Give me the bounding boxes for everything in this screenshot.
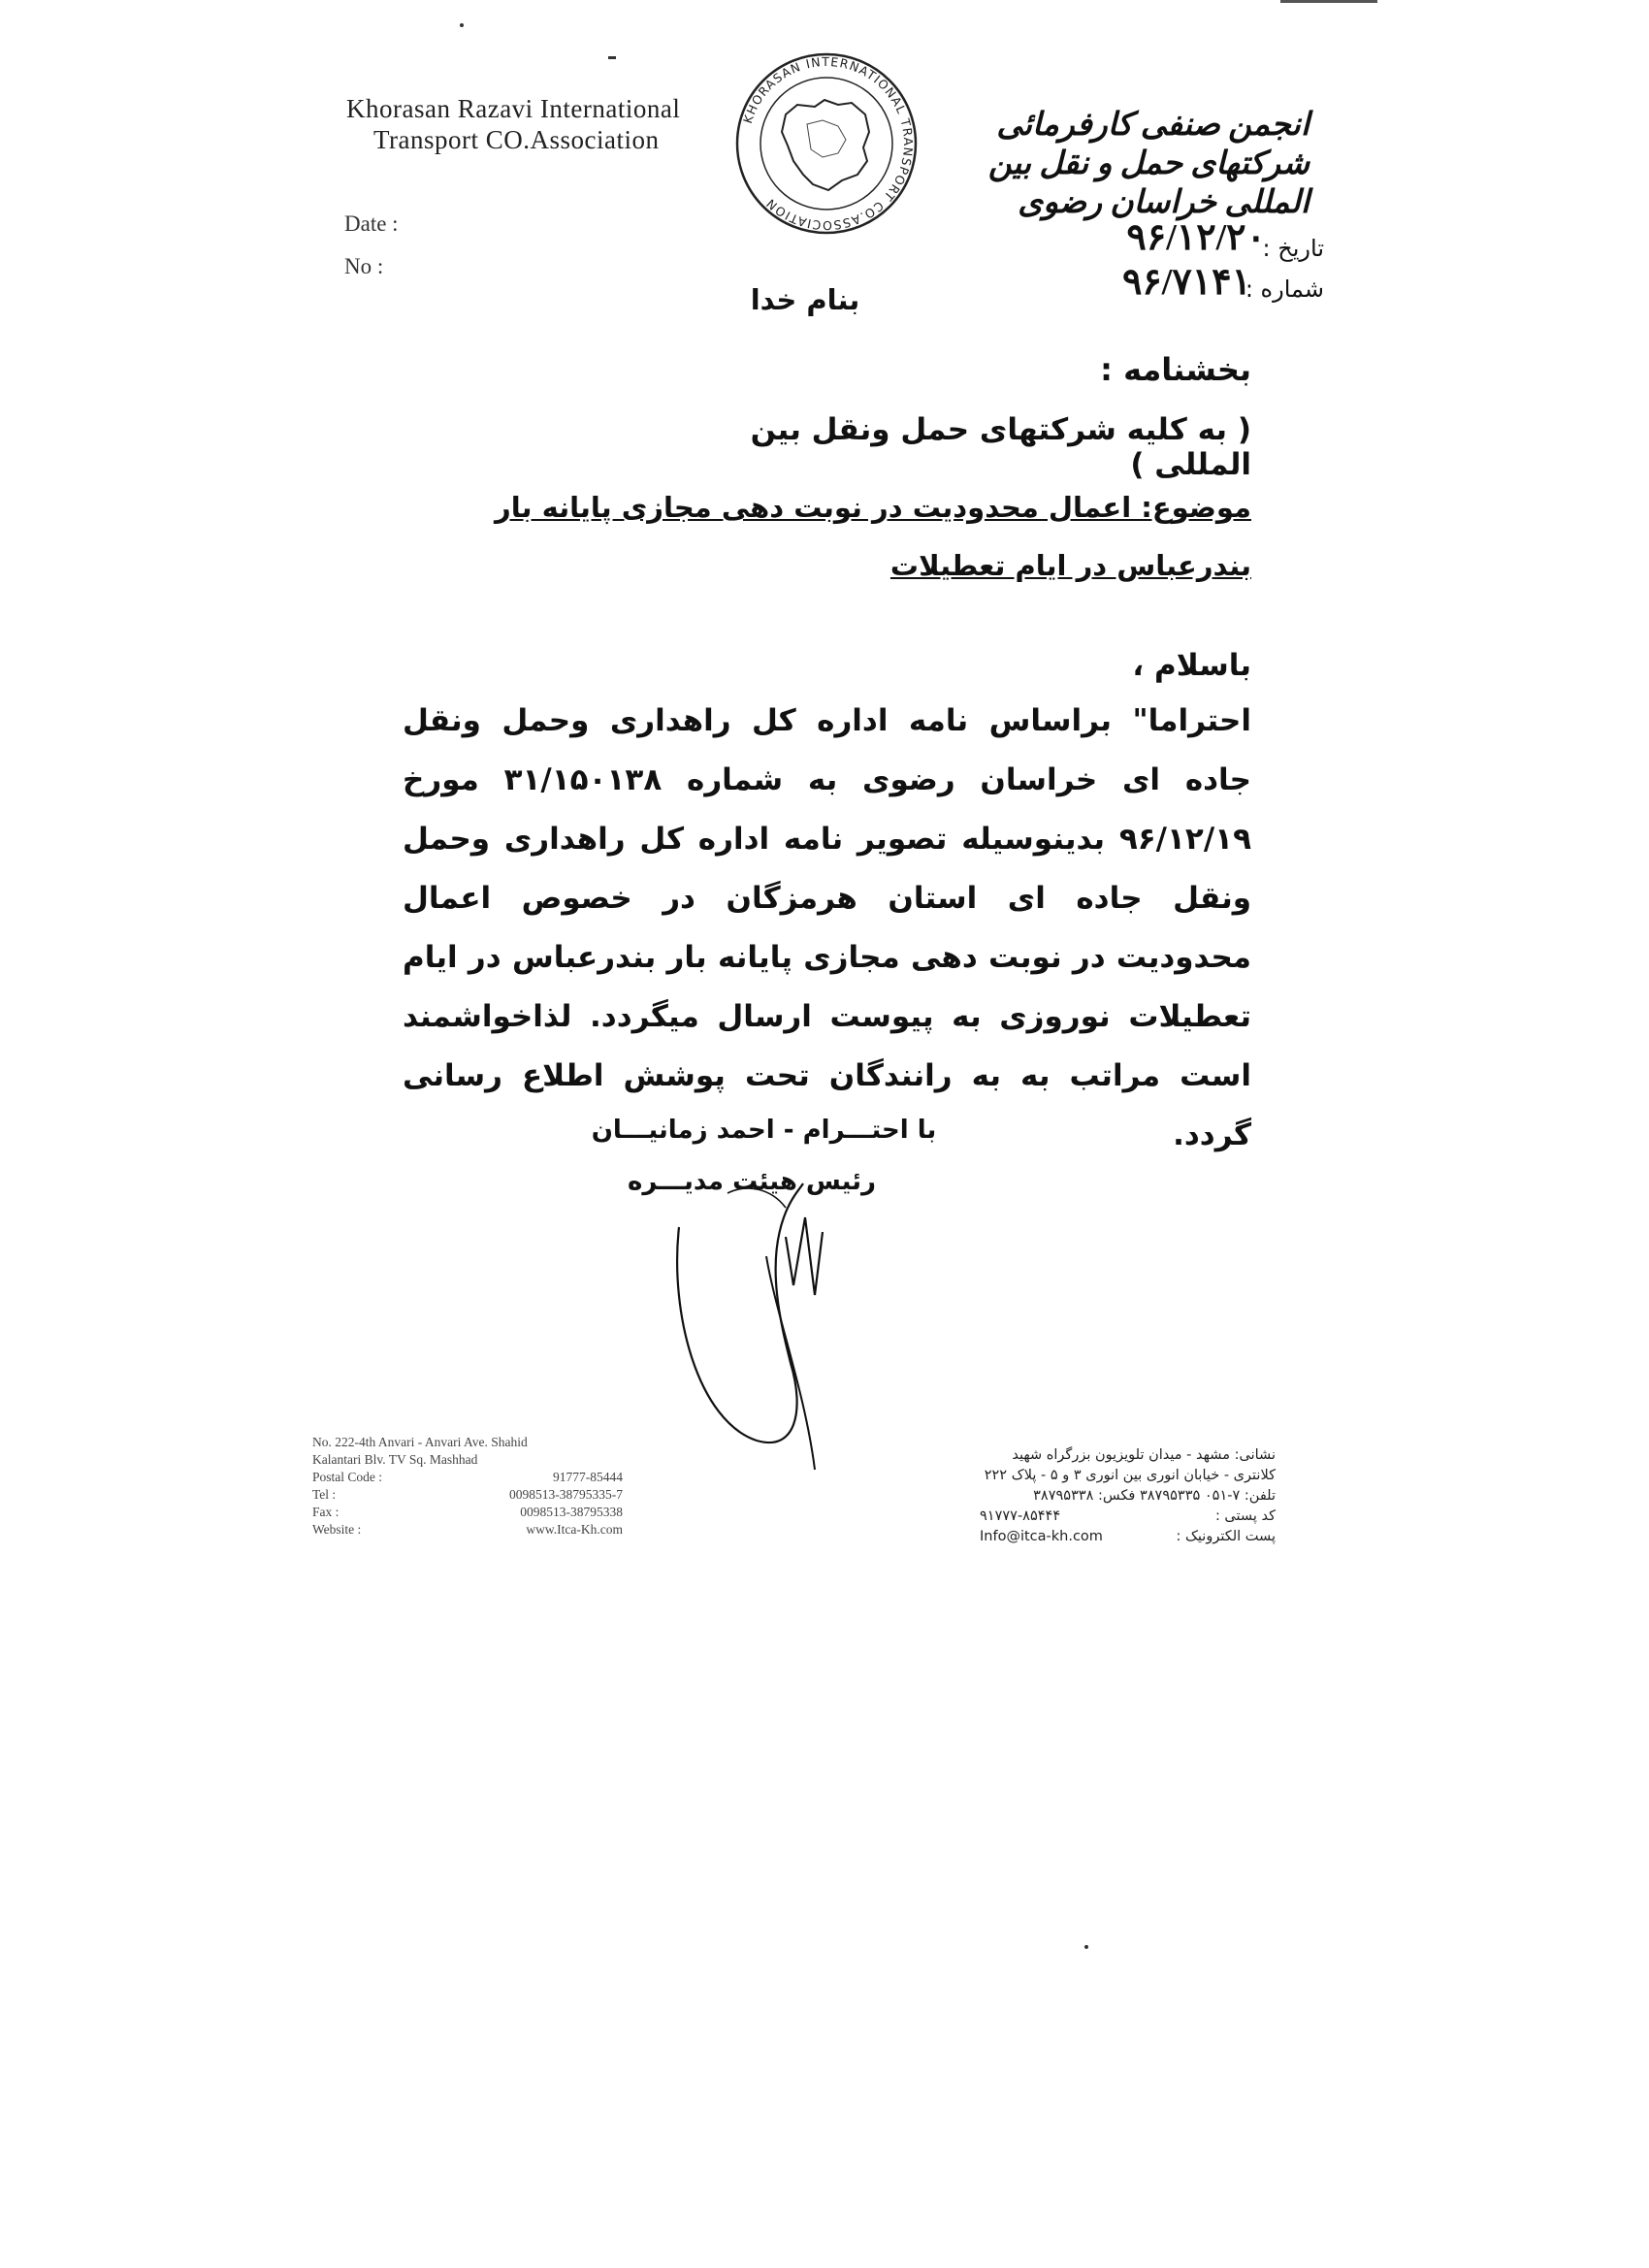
- subject-line: موضوع: اعمال محدودیت در نوبت دهی مجازی پایانه بار بندرعباس در ایام تعطیلات: [495, 491, 1251, 582]
- footer-tel-value: 0098513-38795335-7: [509, 1487, 623, 1502]
- scan-edge-mark: [1280, 0, 1377, 3]
- handwritten-signature: [669, 1179, 834, 1479]
- recipient-line: ( به کلیه شرکتهای حمل ونقل بین المللی ): [750, 412, 1251, 482]
- footer-postal-row: [312, 1469, 623, 1486]
- footer-postal-label: Postal Code :: [312, 1470, 383, 1484]
- footer-fax-value: 0098513-38795338: [520, 1505, 623, 1519]
- closing-line: با احتـــرام - احمد زمانیـــان: [591, 1116, 937, 1145]
- footer-email-fa-label: پست الکترونیک :: [1176, 1529, 1276, 1544]
- date-value: ۹۶/۱۲/۲۰: [1126, 217, 1266, 258]
- footer-fax-label: Fax :: [312, 1505, 340, 1519]
- circular-title: بخشنامه :: [1100, 351, 1251, 388]
- logo-ring-textpath: KHORASAN INTERNATIONAL TRANSPORT CO.ASSOCIATION: [739, 53, 917, 234]
- footer-website-label: Website :: [312, 1522, 362, 1537]
- letter-number-value: ۹۶/۷۱۴۱: [1121, 262, 1251, 303]
- letter-body: احتراما" براساس نامه اداره کل راهداری وحمل ونقل جاده ای خراسان رضوی به شماره ۳۱/۱۵۰۱۳۸ مورخ ۹۶/۱۲/۱۹ بدینوسیله تصویر نامه اداره کل راهداری وحمل ونقل جاده ای استان هرمزگان در خصوص اعمال محدودیت در نوبت دهی مجازی پایانه بار بندرعباس در ایام تعطیلات نوروزی به پیوست ارسال میگردد. لذاخواشمند است مراتب به به رانندگان تحت پوشش اطلاع رسانی گردد.: [403, 703, 1252, 1152]
- footer-website-value: www.Itca-Kh.com: [526, 1522, 623, 1537]
- scan-speck: [608, 56, 616, 59]
- greeting: باسلام ،: [1132, 648, 1251, 683]
- footer-fax-row: [312, 1504, 623, 1521]
- footer-address-en-line2: Kalantari Blv. TV Sq. Mashhad: [312, 1452, 478, 1467]
- footer-address-fa-line2: کلانتری - خیابان انوری بین انوری ۳ و ۵ - پلاک ۲۲۲: [984, 1468, 1276, 1483]
- footer-tel-label: Tel :: [312, 1487, 337, 1502]
- footer-website-row: [312, 1521, 623, 1539]
- association-logo: [729, 47, 923, 241]
- footer-tel-row: [312, 1486, 623, 1504]
- basmala: بنام خدا: [750, 283, 860, 316]
- date-label-en: Date :: [344, 211, 399, 236]
- logo-ring-text: [740, 54, 916, 233]
- org-name-fa: انجمن صنفی کارفرمائی شرکتهای حمل و نقل بین المللی خراسان رضوی: [987, 108, 1310, 220]
- footer-postal-fa-value: ۹۱۷۷۷-۸۵۴۴۴: [980, 1508, 1061, 1524]
- footer-contact-en: [312, 1434, 623, 1539]
- footer-postal-fa-label: کد پستی :: [1214, 1508, 1276, 1524]
- org-name-en: [346, 93, 680, 155]
- footer-email-fa-value: Info@itca-kh.com: [980, 1529, 1103, 1544]
- date-label-fa: تاریخ :: [1262, 235, 1324, 262]
- org-name-en-line2: Transport CO.Association: [373, 125, 660, 154]
- signatory-position: رئیس هیئت مدیـــره: [627, 1167, 877, 1196]
- footer-postal-value: 91777-85444: [553, 1470, 623, 1484]
- footer-contact-fa: [980, 1445, 1276, 1547]
- scan-speck: [460, 23, 464, 27]
- iran-map-icon: [782, 100, 869, 190]
- footer-postal-fa-row: [980, 1507, 1276, 1527]
- scan-speck: [1084, 1945, 1088, 1949]
- no-label-fa: شماره :: [1245, 275, 1324, 303]
- footer-email-fa-row: [980, 1527, 1276, 1547]
- footer-phone-fa: تلفن: ۷-۰۵۱ ۳۸۷۹۵۳۳۵ فکس: ۳۸۷۹۵۳۳۸: [1033, 1488, 1276, 1504]
- footer-address-en-line1: No. 222-4th Anvari - Anvari Ave. Shahid: [312, 1435, 528, 1449]
- org-name-en-line1: Khorasan Razavi International: [346, 94, 681, 123]
- no-label-en: No :: [344, 254, 384, 278]
- footer-address-fa-line1: نشانی: مشهد - میدان تلویزیون بزرگراه شهید: [1012, 1447, 1276, 1463]
